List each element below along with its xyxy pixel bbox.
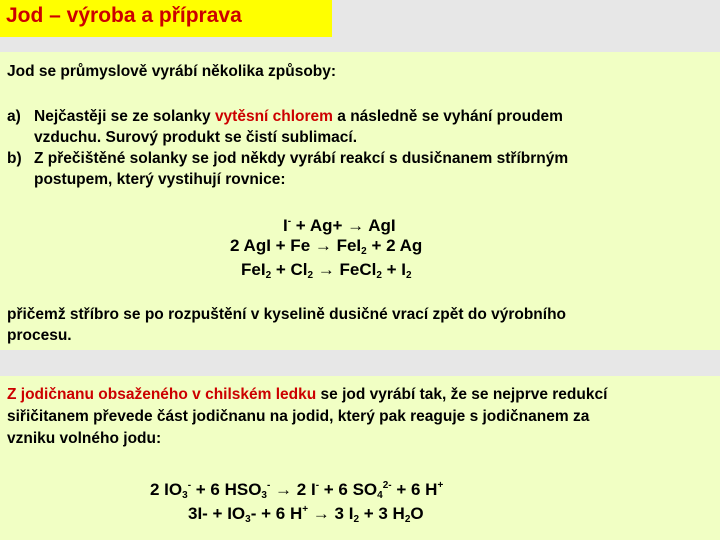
method-a-text-end: a následně se vyhání proudem xyxy=(332,108,563,125)
method-a-text-start: Nejčastěji se ze solanky xyxy=(34,108,215,125)
chile-line2: siřičitanem převede část jodičnanu na jodid, který pak reaguje s jodičnanem za xyxy=(7,408,590,425)
method-b-line2: postupem, který vystihují rovnice: xyxy=(34,171,286,188)
chile-line1-rest: se jod vyrábí tak, že se nejprve redukcí xyxy=(316,386,608,403)
intro-text: Jod se průmyslově vyrábí několika způsoby: xyxy=(7,63,337,80)
method-b-marker: b) xyxy=(7,150,22,167)
method-a-line2: vzduchu. Surový produkt se čistí sublimací. xyxy=(34,129,357,146)
production-panel xyxy=(0,52,720,350)
method-a-highlight: vytěsní chlorem xyxy=(214,108,333,125)
method-a-line1 xyxy=(34,106,563,127)
method-a-marker: a) xyxy=(7,108,21,125)
equation-silver-3: $FeI_2 + Cl_2$ → FeCl$_2$ + $I_2$ xyxy=(241,260,412,281)
chile-highlight: Z jodičnanu obsaženého v chilském ledku xyxy=(7,386,317,403)
page-title: Jod – výroba a příprava xyxy=(6,4,242,27)
method-b-line1: Z přečištěné solanky se jod někdy vyrábí reakcí s dusičnanem stříbrným xyxy=(34,150,569,167)
recycle-line1: přičemž stříbro se po rozpuštění v kyselině dusičné vrací zpět do výrobního xyxy=(7,306,567,323)
equation-silver-2: 2 AgI + Fe → FeI$_2$ + 2 Ag xyxy=(230,236,423,257)
iodate-panel xyxy=(0,376,720,540)
chile-line3: vzniku volného jodu: xyxy=(7,430,162,447)
title-bar xyxy=(0,0,332,37)
chile-line1 xyxy=(7,384,607,405)
equation-silver-1: I- + Ag+ → AgI xyxy=(283,216,396,235)
recycle-line2: procesu. xyxy=(7,327,72,344)
equation-iodate-1: 2 $IO_3^- + 6$ $HSO_3^- \to 2$ I- + 6 $SO_4^{2-} + 6$ H+ xyxy=(150,480,444,501)
equation-iodate-2: $3I- + IO_3- + 6$ H+ → 3 $I_2 + 3$ $H_2O$ xyxy=(188,504,424,525)
